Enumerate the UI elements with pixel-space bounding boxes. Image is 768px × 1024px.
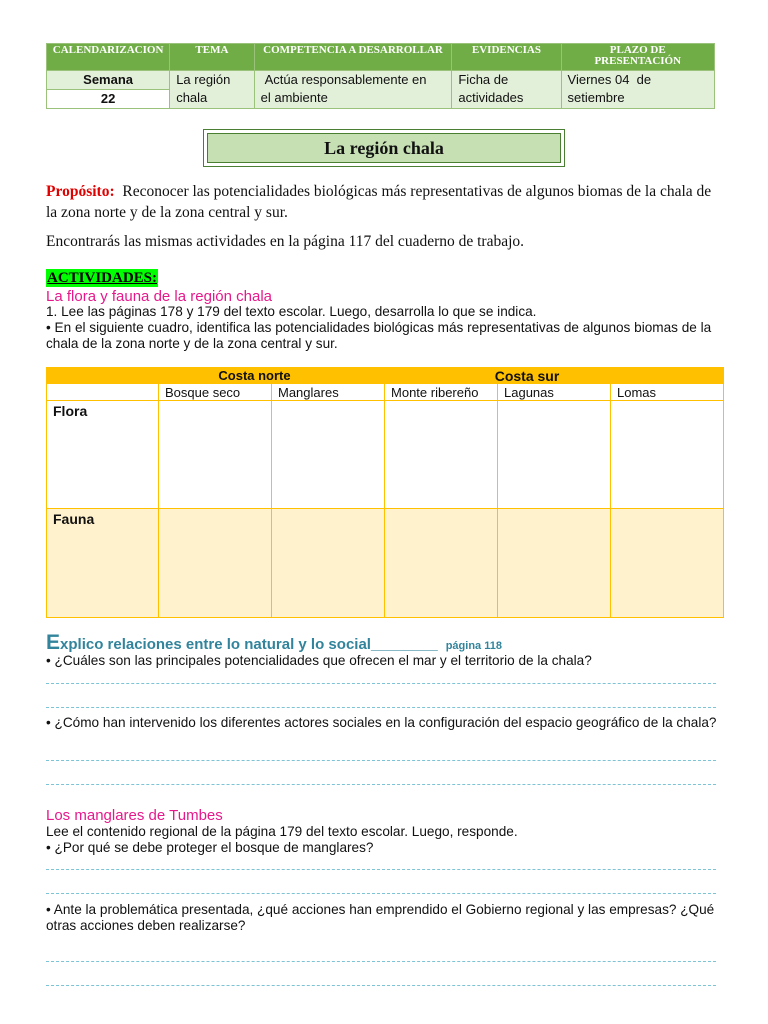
- fauna-cell[interactable]: [385, 509, 498, 618]
- tema-line1: La región: [176, 72, 231, 87]
- header-evidencias: EVIDENCIAS: [452, 44, 561, 71]
- flora-cell[interactable]: [272, 401, 385, 509]
- explico-question-1: • ¿Cuáles son las principales potencialidades que ofrecen el mar y el territorio de la chala?: [46, 653, 592, 668]
- flora-row: [47, 401, 724, 509]
- costa-norte-label: Costa norte: [159, 368, 385, 384]
- costa-table: [46, 367, 724, 618]
- schedule-row: [47, 71, 715, 90]
- instruction-1: 1. Lee las páginas 178 y 179 del texto escolar. Luego, desarrolla lo que se indica.: [46, 304, 537, 319]
- semana-label: Semana: [47, 71, 170, 90]
- column-empty: [47, 384, 159, 401]
- answer-line[interactable]: [46, 893, 716, 894]
- explico-question-2: • ¿Cómo han intervenido los diferentes actores sociales en la configuración del espacio geográfico de la chala?: [46, 715, 717, 730]
- column-lomas: Lomas: [611, 384, 724, 401]
- competencia-cell: [254, 71, 452, 109]
- column-manglares: Manglares: [272, 384, 385, 401]
- costa-sur-label: Costa sur: [385, 368, 724, 384]
- answer-line[interactable]: [46, 683, 716, 684]
- explico-title-text: xplico relaciones entre lo natural y lo social________: [60, 636, 438, 653]
- tema-line2: chala: [176, 90, 208, 105]
- answer-line[interactable]: [46, 760, 716, 761]
- column-monte-ribereno: Monte ribereño: [385, 384, 498, 401]
- costa-columns-row: [47, 384, 724, 401]
- page-title: La región chala: [207, 133, 561, 163]
- answer-line[interactable]: [46, 985, 716, 986]
- fauna-cell[interactable]: [498, 509, 611, 618]
- plazo-cell: [561, 71, 714, 109]
- proposito-paragraph: [46, 181, 716, 223]
- flora-cell[interactable]: [159, 401, 272, 509]
- flora-label: Flora: [47, 401, 159, 509]
- costa-band-row: [47, 368, 724, 384]
- column-lagunas: Lagunas: [498, 384, 611, 401]
- fauna-cell[interactable]: [159, 509, 272, 618]
- fauna-cell[interactable]: [272, 509, 385, 618]
- note-paragraph: Encontrarás las mismas actividades en la página 117 del cuaderno de trabajo.: [46, 233, 525, 250]
- manglares-question-2: • Ante la problemática presentada, ¿qué acciones han emprendido el Gobierno regional y las empresas? ¿Qué otras acciones deben realizarse?: [46, 902, 715, 933]
- title-box: [203, 129, 565, 167]
- header-tema: TEMA: [170, 44, 254, 71]
- evidencias-line1: Ficha de: [458, 72, 509, 87]
- actividades-label: ACTIVIDADES:: [47, 270, 158, 286]
- manglares-question-1: • ¿Por qué se debe proteger el bosque de manglares?: [46, 840, 374, 855]
- plazo-line2: setiembre: [567, 90, 625, 105]
- section-manglares-title: Los manglares de Tumbes: [46, 807, 223, 824]
- header-plazo: PLAZO DE PRESENTACIÓN: [561, 44, 714, 71]
- semana-number: 22: [47, 90, 170, 109]
- section-flora-fauna-title: La flora y fauna de la región chala: [46, 288, 272, 305]
- flora-cell[interactable]: [498, 401, 611, 509]
- evidencias-line2: actividades: [458, 90, 524, 105]
- answer-line[interactable]: [46, 961, 716, 962]
- flora-cell[interactable]: [385, 401, 498, 509]
- explico-initial: E: [46, 631, 61, 654]
- manglares-intro: Lee el contenido regional de la página 179 del texto escolar. Luego, responde.: [46, 824, 518, 839]
- column-bosque-seco: Bosque seco: [159, 384, 272, 401]
- header-competencia: COMPETENCIA A DESARROLLAR: [254, 44, 452, 71]
- explico-page-ref: página 118: [445, 640, 502, 652]
- proposito-text: Reconocer las potencialidades biológicas más representativas de algunos biomas de la chala de la zona norte y de la zona central y sur.: [46, 183, 712, 221]
- fauna-cell[interactable]: [611, 509, 724, 618]
- answer-line[interactable]: [46, 869, 716, 870]
- competencia-line2: el ambiente: [260, 90, 328, 105]
- answer-line[interactable]: [46, 707, 716, 708]
- proposito-label: Propósito:: [46, 183, 115, 200]
- answer-line[interactable]: [46, 784, 716, 785]
- fauna-row: [47, 509, 724, 618]
- band-empty: [47, 368, 159, 384]
- schedule-table: [46, 43, 715, 109]
- instruction-2: • En el siguiente cuadro, identifica las potencialidades biológicas más representativas de algunos biomas de la chala de la zona norte y de la zona central y sur.: [46, 320, 712, 351]
- schedule-header-row: [47, 44, 715, 71]
- flora-cell[interactable]: [611, 401, 724, 509]
- tema-cell: [170, 71, 254, 109]
- header-calendarizacion: CALENDARIZACION: [47, 44, 170, 71]
- evidencias-cell: [452, 71, 561, 109]
- competencia-line1: Actúa responsablemente en: [264, 72, 427, 87]
- fauna-label: Fauna: [47, 509, 159, 618]
- plazo-line1: Viernes 04 de: [567, 72, 652, 87]
